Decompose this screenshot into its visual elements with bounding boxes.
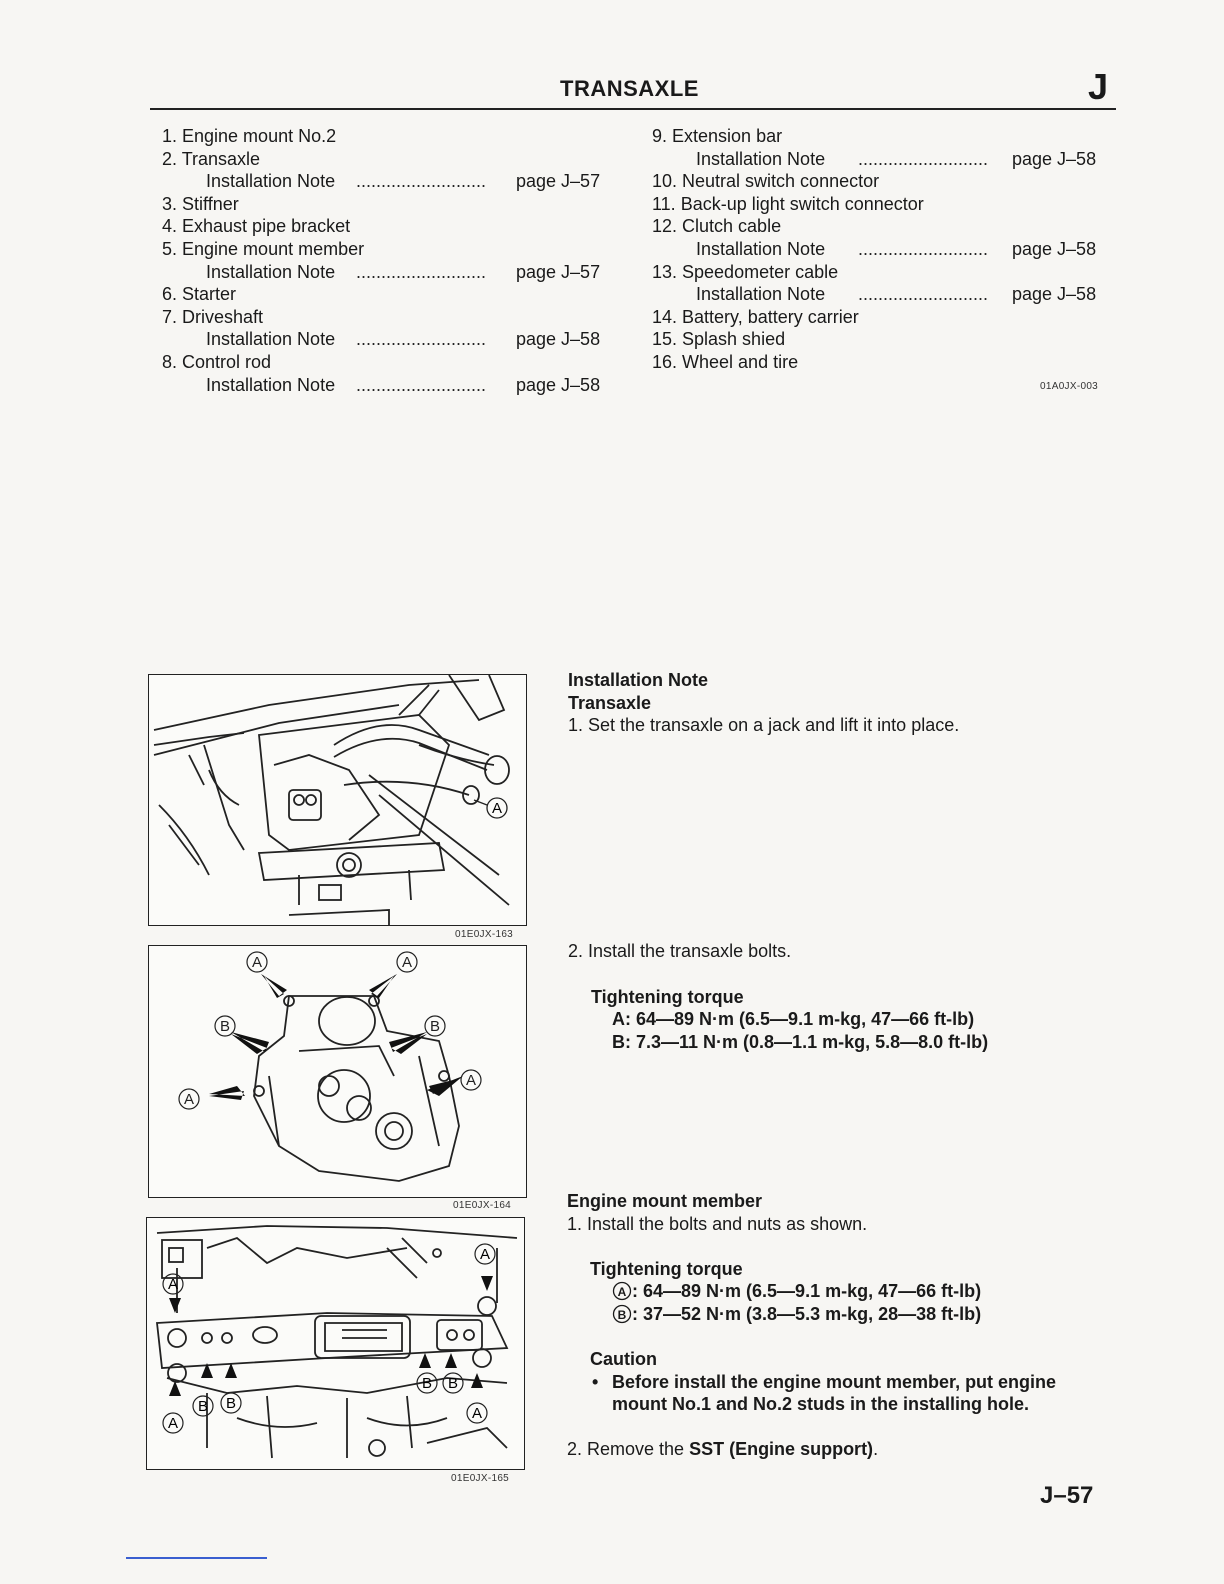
section-letter: J <box>1088 66 1109 107</box>
parts-list-item <box>162 306 622 329</box>
leader-dots: .......................... <box>858 148 989 169</box>
circled-a-label: A <box>617 1285 627 1299</box>
engine-mount-member-heading: Engine mount member <box>567 1191 763 1211</box>
page-number: J–57 <box>1040 1482 1094 1509</box>
leader-dots: .......................... <box>858 238 989 259</box>
parts-list-item <box>162 215 622 238</box>
parts-list-item <box>652 148 1114 171</box>
parts-list-code: 01A0JX-003 <box>1040 381 1099 392</box>
callout-a-top-right: A <box>401 954 413 971</box>
leader-dots: .......................... <box>356 374 487 395</box>
caution-line-1: Before install the engine mount member, put engine <box>612 1372 1057 1392</box>
parts-list-item <box>652 351 1114 374</box>
figure-code-163: 01E0JX-163 <box>455 929 514 940</box>
page-reference: page J–58 <box>516 374 601 395</box>
callout-b-lower-left-2: B <box>225 1395 237 1412</box>
page-reference: page J–58 <box>1012 284 1097 305</box>
page-reference: page J–57 <box>516 261 601 282</box>
parts-list-item <box>652 125 1114 148</box>
caution-bullet: • <box>592 1372 599 1392</box>
page-reference: page J–57 <box>516 171 601 192</box>
step-2-sst: SST (Engine support) <box>689 1439 874 1459</box>
torque-spec-a-2 <box>612 1280 981 1303</box>
page-reference: page J–58 <box>1012 238 1097 259</box>
callout-a-left: A <box>183 1091 195 1108</box>
parts-list-item <box>652 170 1114 193</box>
parts-list-item <box>652 193 1114 216</box>
parts-list-item-text: Installation Note <box>206 261 336 282</box>
parts-list-item-text: 3. Stiffner <box>162 193 239 214</box>
footer-link-line <box>126 1557 267 1559</box>
parts-list-item-text: 10. Neutral switch connector <box>652 171 880 192</box>
callout-a-upper-left: A <box>167 1276 179 1293</box>
parts-list-item <box>652 238 1114 261</box>
parts-list-item-text: 14. Battery, battery carrier <box>652 306 859 327</box>
leader-dots: .......................... <box>858 284 989 305</box>
callout-b-lower-left-1: B <box>197 1398 209 1415</box>
tightening-torque-heading-2: Tightening torque <box>590 1259 743 1279</box>
parts-list-item-text: Installation Note <box>696 238 826 259</box>
parts-list-item-text: Installation Note <box>206 171 336 192</box>
parts-list-left <box>162 125 622 396</box>
callout-b-left: B <box>219 1018 231 1035</box>
parts-list-item <box>162 261 622 284</box>
circled-a-icon <box>612 1281 632 1301</box>
callout-a-right: A <box>465 1072 477 1089</box>
caution-heading: Caution <box>590 1349 657 1369</box>
parts-list-item-text: 9. Extension bar <box>652 126 783 146</box>
callout-b-lower-right-1: B <box>421 1375 433 1392</box>
callout-a-top-left: A <box>251 954 263 971</box>
parts-list-item <box>162 125 622 148</box>
parts-list-item <box>162 238 622 261</box>
callout-a-upper-right: A <box>479 1246 491 1263</box>
parts-list-item-text: Installation Note <box>696 148 826 169</box>
parts-list-right <box>652 125 1114 374</box>
transaxle-subheading: Transaxle <box>568 693 652 713</box>
parts-list-item-text: 12. Clutch cable <box>652 216 782 237</box>
parts-list-item-text: 15. Splash shied <box>652 329 786 350</box>
parts-list-item <box>652 261 1114 284</box>
parts-list-item <box>652 328 1114 351</box>
leader-dots: .......................... <box>356 171 487 192</box>
torque-spec-a-2-text: : 64—89 N·m (6.5—9.1 m-kg, 47—66 ft-lb) <box>632 1281 982 1301</box>
circled-b-label: B <box>617 1308 627 1322</box>
figure-engine-mount-member <box>146 1217 525 1470</box>
leader-dots: .......................... <box>356 329 487 350</box>
page-reference: page J–58 <box>516 329 601 350</box>
caution-line-2: mount No.1 and No.2 studs in the installing hole. <box>612 1394 1030 1414</box>
step-2-suffix: . <box>873 1439 879 1459</box>
torque-spec-a-1: A: 64—89 N·m (6.5—9.1 m-kg, 47—66 ft-lb) <box>612 1009 975 1029</box>
parts-list-item-text: 4. Exhaust pipe bracket <box>162 216 351 237</box>
parts-list-item-text: 5. Engine mount member <box>162 238 365 259</box>
figure-transaxle-on-jack <box>148 674 527 926</box>
parts-list-item-text: 8. Control rod <box>162 351 272 372</box>
parts-list-item <box>162 193 622 216</box>
parts-list-item <box>652 306 1114 329</box>
parts-list-item <box>162 328 622 351</box>
transaxle-bolts-illustration <box>149 946 526 1197</box>
transaxle-step-1: 1. Set the transaxle on a jack and lift it into place. <box>568 715 960 735</box>
page-reference: page J–58 <box>1012 148 1097 169</box>
torque-spec-b-1: B: 7.3—11 N·m (0.8—1.1 m-kg, 5.8—8.0 ft-lb) <box>612 1032 989 1052</box>
parts-list-item-text: 7. Driveshaft <box>162 306 264 327</box>
parts-list-item-text: 2. Transaxle <box>162 148 261 169</box>
parts-list-item <box>162 374 622 397</box>
page-header-title: TRANSAXLE <box>560 76 699 101</box>
parts-list-item <box>162 148 622 171</box>
callout-b-lower-right-2: B <box>447 1375 459 1392</box>
leader-dots: .......................... <box>356 261 487 282</box>
figure-code-164: 01E0JX-164 <box>453 1200 512 1211</box>
callout-b-right: B <box>429 1018 441 1035</box>
parts-list-item <box>652 215 1114 238</box>
callout-a-lower-left: A <box>167 1415 179 1432</box>
callout-a-lower-right: A <box>471 1405 483 1422</box>
parts-list-item <box>162 170 622 193</box>
parts-list-item-text: Installation Note <box>696 284 826 305</box>
parts-list-item <box>162 283 622 306</box>
header-rule <box>150 108 1116 110</box>
transaxle-jack-illustration <box>149 675 526 925</box>
parts-list-item-text: 16. Wheel and tire <box>652 351 799 372</box>
parts-list-item-text: 1. Engine mount No.2 <box>162 126 337 146</box>
callout-a-label: A <box>491 800 503 817</box>
installation-note-heading: Installation Note <box>568 670 709 690</box>
parts-list-item-text: Installation Note <box>206 374 336 395</box>
parts-list-item-text: 13. Speedometer cable <box>652 261 839 282</box>
parts-list-item-text: 11. Back-up light switch connector <box>652 193 924 214</box>
engine-mount-step-1: 1. Install the bolts and nuts as shown. <box>567 1214 868 1234</box>
parts-list-item-text: Installation Note <box>206 329 336 350</box>
parts-list-item <box>162 351 622 374</box>
torque-spec-b-2 <box>612 1303 981 1326</box>
figure-transaxle-bolts <box>148 945 527 1198</box>
parts-list-item <box>652 283 1114 306</box>
tightening-torque-heading-1: Tightening torque <box>591 987 744 1007</box>
circled-b-icon <box>612 1304 632 1324</box>
engine-mount-member-illustration <box>147 1218 524 1469</box>
engine-mount-step-2 <box>567 1438 878 1461</box>
step-2-prefix: 2. Remove the <box>567 1439 690 1459</box>
figure-code-165: 01E0JX-165 <box>451 1473 510 1484</box>
torque-spec-b-2-text: : 37—52 N·m (3.8—5.3 m-kg, 28—38 ft-lb) <box>632 1304 982 1324</box>
parts-list-item-text: 6. Starter <box>162 284 237 305</box>
transaxle-step-2: 2. Install the transaxle bolts. <box>568 941 792 961</box>
